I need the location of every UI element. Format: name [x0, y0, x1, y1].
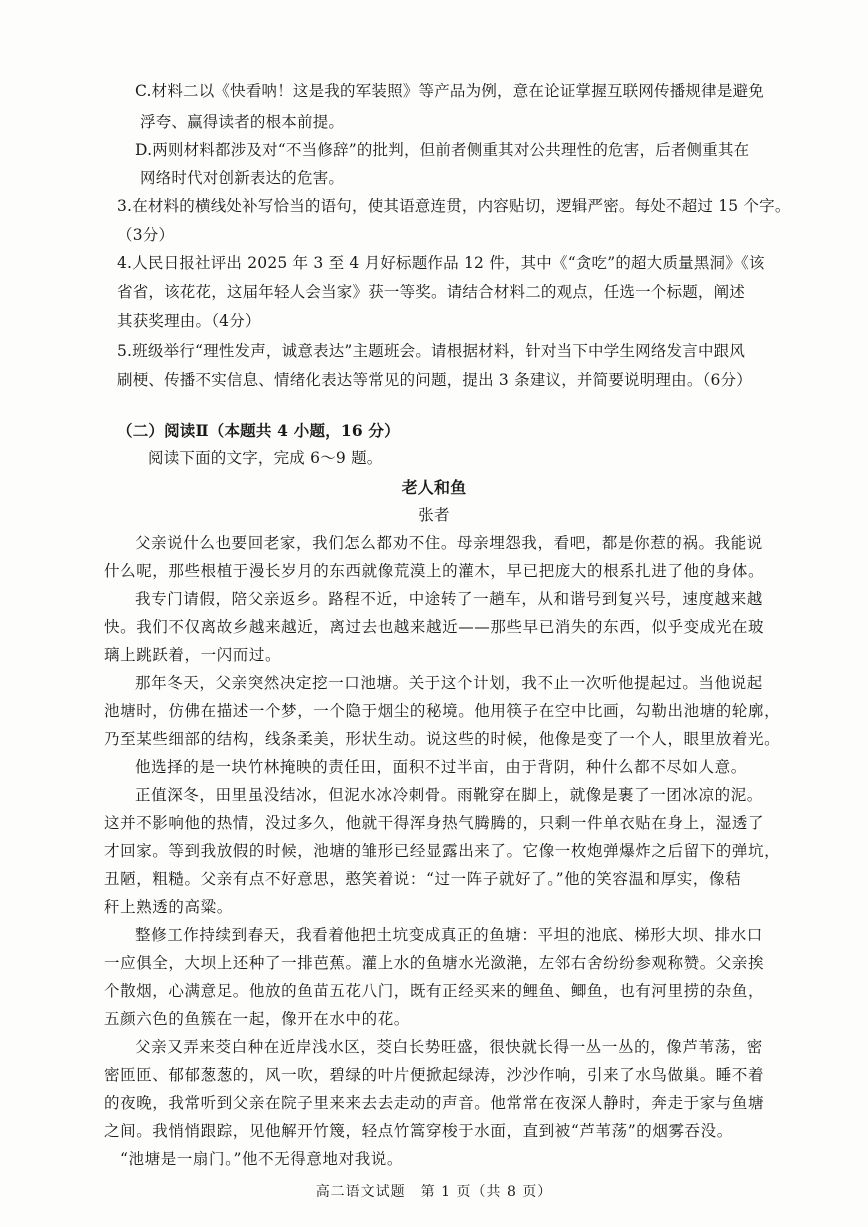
question-4-line-2: 省省，该花花，这届年轻人会当家》获一等奖。请结合材料二的观点，任选一个标题，阐述: [117, 283, 746, 301]
story-line: 丑陋，粗糙。父亲有点不好意思，憨笑着说：“过一阵子就好了。”他的笑容温和厚实，像秸: [104, 870, 742, 888]
question-4-line-3: 其获奖理由。（4分）: [117, 312, 261, 330]
story-line: 之间。我悄悄跟踪，见他解开竹篾，轻点竹篙穿梭于水面，直到被“芦苇荡”的烟雾吞没。: [104, 1122, 733, 1140]
story-author: 张者: [418, 506, 450, 524]
question-4-line-1: 4.人民日报社评出 2025 年 3 至 4 月好标题作品 12 件，其中《“贪吃”的超大质量黑洞》《该: [117, 254, 765, 272]
page-footer: 高二语文试题 第 1 页（共 8 页）: [315, 1184, 553, 1200]
question-2-option-c-line-2: 浮夸、赢得读者的根本前提。: [140, 113, 345, 131]
question-2-option-c-line-1: C.材料二以《快看呐！这是我的军装照》等产品为例，意在论证掌握互联网传播规律是避免: [135, 82, 764, 100]
story-line: 父亲又弄来茭白种在近岸浅水区，茭白长势旺盛，很快就长得一丛一丛的，像芦苇荡，密: [135, 1038, 763, 1056]
story-line: 我专门请假，陪父亲返乡。路程不近，中途转了一趟车，从和谐号到复兴号，速度越来越: [135, 590, 763, 608]
story-line: 个散烟，心满意足。他放的鱼苗五花八门，既有正经买来的鲤鱼、鲫鱼，也有河里捞的杂鱼，: [104, 982, 765, 1000]
story-line: “池塘是一扇门。”他不无得意地对我说。: [120, 1150, 403, 1168]
question-5-line-2: 刷梗、传播不实信息、情绪化表达等常见的问题，提出 3 条建议，并简要说明理由。（6分）: [117, 371, 752, 389]
story-line: 才回家。等到我放假的时候，池塘的雏形已经显露出来了。它像一枚炮弹爆炸之后留下的弹坑，: [104, 842, 781, 860]
question-3-line-1: 3.在材料的横线处补写恰当的语句，使其语意连贯，内容贴切，逻辑严密。每处不超过 15 个字。: [117, 197, 791, 215]
story-line: 池塘时，仿佛在描述一个梦，一个隐于烟尘的秘境。他用筷子在空中比画，勾勒出池塘的轮廓，: [104, 702, 781, 720]
story-line: 五颜六色的鱼簇在一起，像开在水中的花。: [104, 1010, 410, 1028]
question-5-line-1: 5.班级举行“理性发声，诚意表达”主题班会。请根据材料，针对当下中学生网络发言中跟风: [117, 342, 746, 360]
section-heading: （二）阅读Ⅱ（本题共 4 小题，16 分）: [117, 421, 400, 440]
question-2-option-d-line-2: 网络时代对创新表达的危害。: [140, 169, 345, 187]
story-line: 璃上跳跃着，一闪而过。: [104, 646, 282, 664]
story-line: 那年冬天，父亲突然决定挖一口池塘。关于这个计划，我不止一次听他提起过。当他说起: [135, 674, 763, 692]
story-line: 父亲说什么也要回老家，我们怎么都劝不住。母亲埋怨我，看吧，都是你惹的祸。我能说: [135, 534, 763, 552]
question-2-option-d-line-1: D.两则材料都涉及对“不当修辞”的批判，但前者侧重其对公共理性的危害，后者侧重其在: [135, 141, 750, 159]
story-line: 乃至某些细部的结构，线条柔美，形状生动。说这些的时候，他像是变了一个人，眼里放着光。: [104, 730, 781, 748]
story-line: 整修工作持续到春天，我看着他把土坑变成真正的鱼塘：平坦的池底、梯形大坝、排水口: [135, 926, 763, 944]
story-title: 老人和鱼: [401, 478, 467, 497]
story-line: 秆上熟透的高粱。: [104, 898, 233, 916]
story-line: 快。我们不仅离故乡越来越近，离过去也越来越近——那些早已消失的东西，似乎变成光在玻: [104, 618, 765, 636]
story-line: 的夜晚，我常听到父亲在院子里来来去去走动的声音。他常常在夜深人静时，奔走于家与鱼塘: [104, 1094, 765, 1112]
story-line: 一应俱全，大坝上还种了一排芭蕉。灌上水的鱼塘水光潋滟，左邻右舍纷纷参观称赞。父亲挨: [104, 954, 765, 972]
section-instruction: 阅读下面的文字，完成 6～9 题。: [148, 449, 383, 467]
story-line: 什么呢，那些根植于漫长岁月的东西就像荒漠上的灌木，早已把庞大的根系扎进了他的身体。: [104, 562, 765, 580]
question-3-line-2: （3分）: [117, 226, 175, 244]
story-line: 密匝匝、郁郁葱葱的，风一吹，碧绿的叶片便掀起绿涛，沙沙作响，引来了水鸟做巢。睡不着: [104, 1066, 765, 1084]
story-line: 正值深冬，田里虽没结冰，但泥水冰冷刺骨。雨靴穿在脚上，就像是裹了一团冰凉的泥。: [135, 786, 763, 804]
story-line: 他选择的是一块竹林掩映的责任田，面积不过半亩，由于背阴，种什么都不尽如人意。: [135, 758, 747, 776]
story-line: 这并不影响他的热情，没过多久，他就干得浑身热气腾腾的，只剩一件单衣贴在身上，湿透了: [104, 814, 765, 832]
